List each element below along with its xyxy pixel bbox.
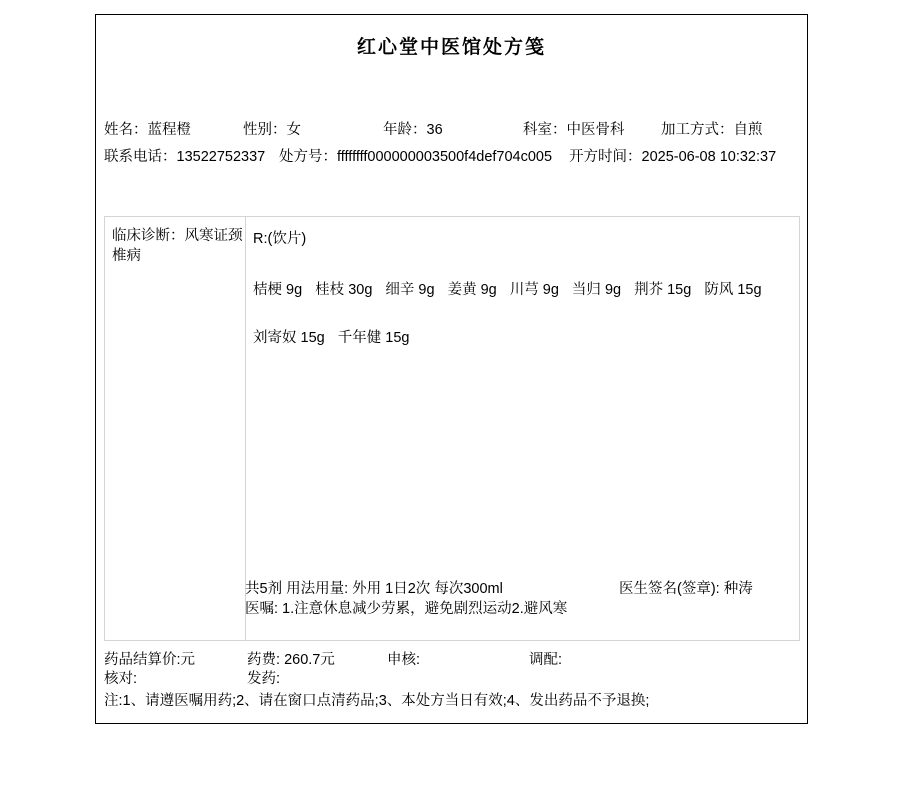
doctor-signature-label: 医生签名(签章): — [619, 581, 724, 597]
medicine-item: 刘寄奴 15g — [253, 330, 325, 346]
field-label: 调配: — [529, 652, 563, 668]
rx-header: R:(饮片) — [253, 231, 307, 247]
field-value: 13522752337 — [176, 149, 266, 165]
medicine-item: 桂枝 30g — [315, 282, 373, 298]
medicine-item: 细辛 9g — [385, 282, 435, 298]
field-label: 发药: — [247, 671, 281, 687]
field-value: 中医骨科 — [566, 122, 625, 138]
field-label: 申核: — [387, 652, 421, 668]
footer-field2-0 — [104, 670, 137, 688]
field-label: 姓名： — [104, 122, 148, 138]
patient-field-0 — [104, 121, 191, 139]
field-value: 260.7元 — [284, 652, 335, 668]
patient-field-2 — [383, 121, 443, 139]
patient-info-row1 — [96, 121, 807, 139]
medicine-item: 当归 9g — [571, 282, 622, 298]
footer-row1 — [96, 651, 807, 669]
field-value: 36 — [426, 122, 443, 138]
patient-contact-field-0 — [104, 148, 265, 166]
patient-field-3 — [523, 121, 625, 139]
medicine-item: 姜黄 9g — [447, 282, 497, 298]
field-label: 性别： — [243, 122, 287, 138]
footer-field-2 — [387, 651, 420, 669]
field-value: 2025-06-08 10:32:37 — [641, 149, 777, 165]
footer-field2-1 — [247, 670, 280, 688]
medicine-item: 荆芥 15g — [634, 282, 692, 298]
patient-contact-field-2 — [569, 148, 776, 166]
field-label: 联系电话： — [104, 149, 177, 165]
field-label: 处方号： — [279, 149, 337, 165]
doctor-signature — [619, 577, 753, 598]
medicine-line-1 — [253, 278, 775, 299]
field-label: 药品结算价: — [104, 652, 181, 668]
medicine-item: 千年健 15g — [337, 330, 410, 346]
field-value: 元 — [180, 652, 196, 668]
prescription-sheet — [95, 14, 808, 724]
field-value: ffffffff000000003500f4def704c005 — [337, 149, 553, 165]
prescription-table — [104, 216, 800, 641]
footer-note: 注:1、请遵医嘱用药;2、请在窗口点清药品;3、本处方当日有效;4、发出药品不予退换; — [104, 693, 650, 709]
field-value: 蓝程橙 — [147, 122, 191, 138]
footer-field-3 — [529, 651, 562, 669]
diagnosis-label: 临床诊断： — [112, 228, 185, 244]
patient-info-row2 — [96, 148, 807, 166]
doctor-name: 种涛 — [723, 581, 753, 597]
diagnosis-value: 风寒证颈椎病 — [112, 228, 243, 264]
patient-contact-field-1 — [279, 148, 552, 166]
clinical-diagnosis — [112, 226, 244, 266]
medicine-item: 桔梗 9g — [253, 282, 303, 298]
field-label: 核对: — [104, 671, 138, 687]
medicine-item: 川芎 9g — [509, 282, 559, 298]
usage-line: 共5剂 用法用量: 外用 1日2次 每次300ml — [245, 581, 503, 597]
field-label: 药费: — [247, 652, 285, 668]
page-title: 红心堂中医馆处方笺 — [356, 37, 546, 58]
footer-field-0 — [104, 651, 195, 669]
field-label: 年龄： — [383, 122, 427, 138]
patient-field-4 — [661, 121, 763, 139]
footer-row2 — [96, 670, 807, 688]
medicine-item: 防风 15g — [704, 282, 762, 298]
field-value: 自煎 — [733, 122, 763, 138]
field-label: 加工方式： — [661, 122, 734, 138]
patient-field-1 — [243, 121, 301, 139]
field-label: 科室： — [523, 122, 567, 138]
field-label: 开方时间： — [569, 149, 642, 165]
footer-field-1 — [247, 651, 335, 669]
doctor-advice-line: 医嘱: 1.注意休息减少劳累，避免剧烈运动2.避风寒 — [245, 601, 568, 617]
field-value: 女 — [286, 122, 301, 138]
medicine-line-2 — [253, 326, 422, 347]
